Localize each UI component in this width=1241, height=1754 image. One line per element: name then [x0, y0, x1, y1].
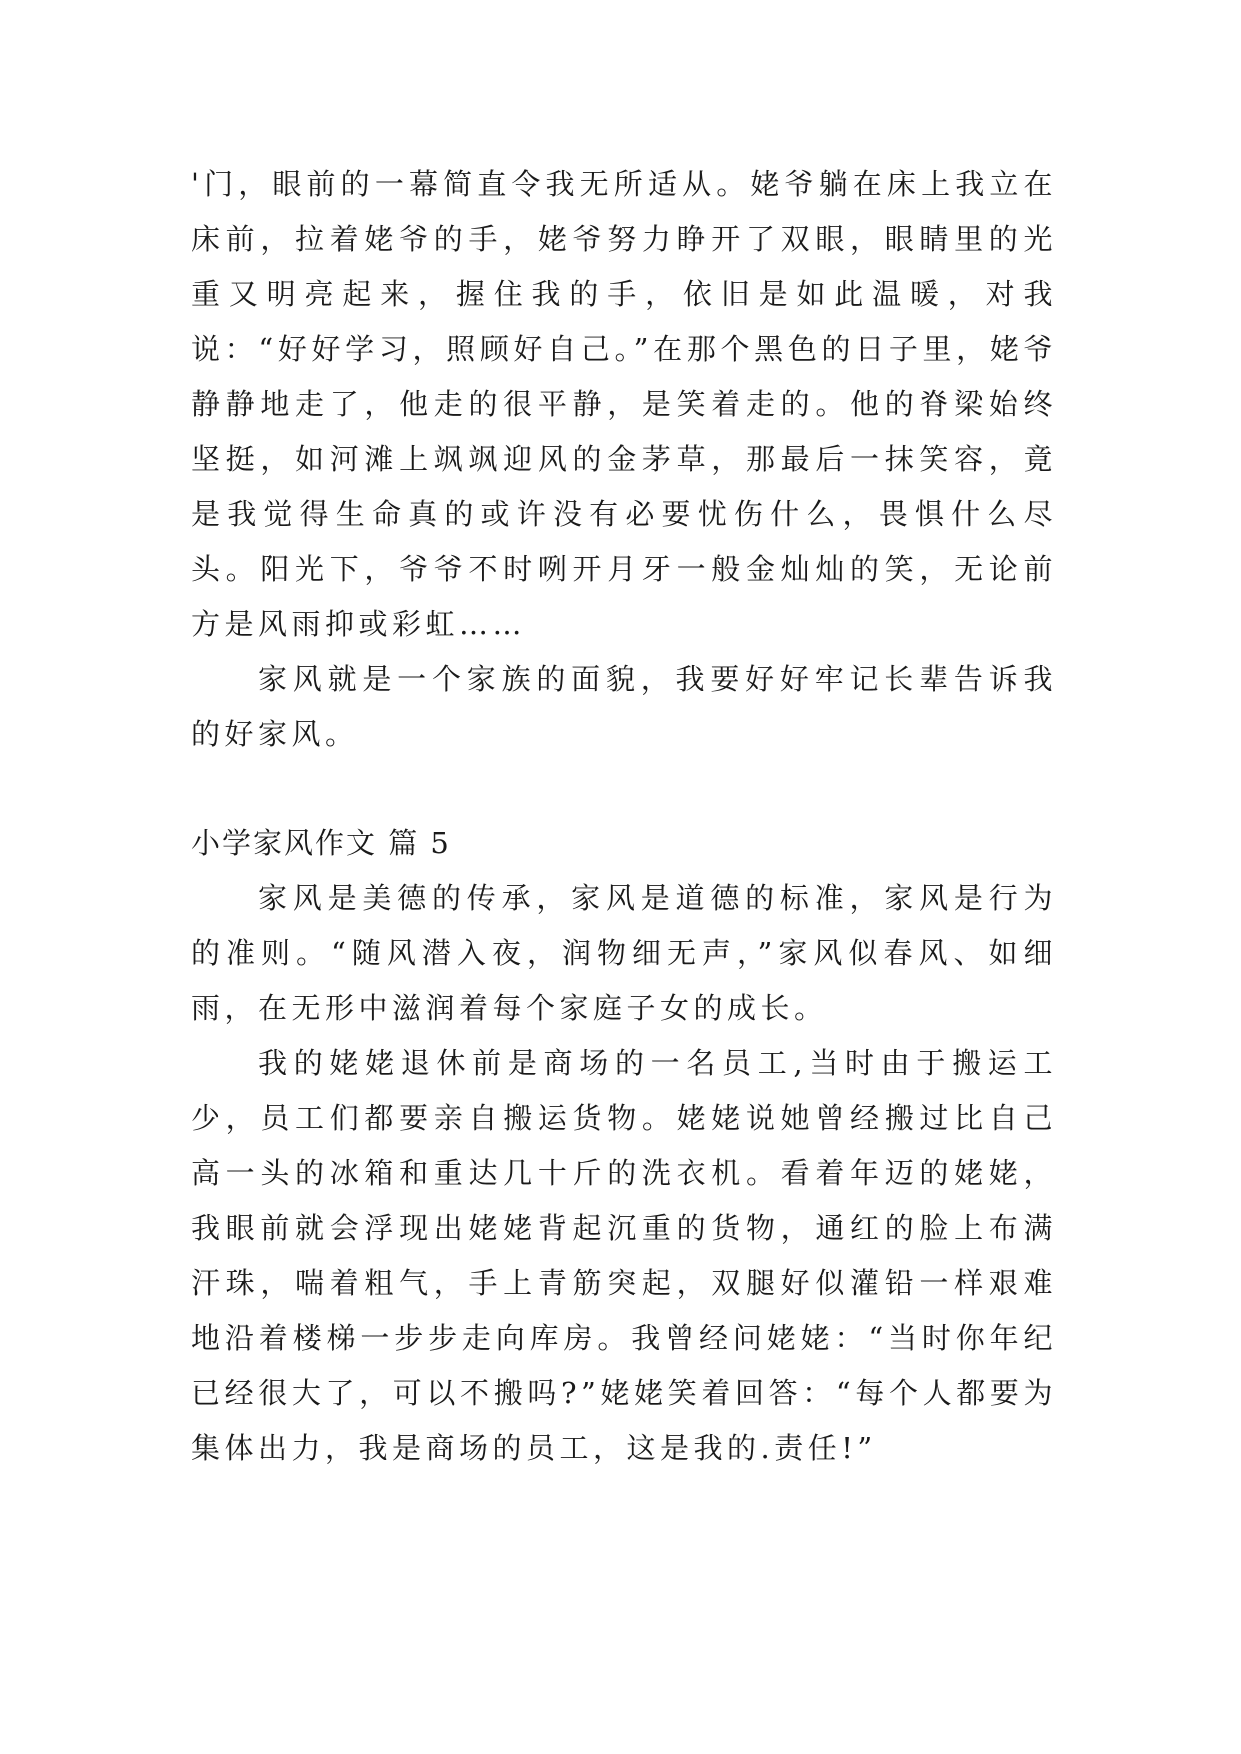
- document-body: [191, 157, 1057, 1476]
- paragraph-grandmother-story: 我的姥姥退休前是商场的一名员工,当时由于搬运工少，员工们都要亲自搬运货物。姥姥说她曾经搬过比自己高一头的冰箱和重达几十斤的洗衣机。看着年迈的姥姥，我眼前就会浮现出姥姥背起沉重的货物，通红的脸上布满汗珠，喘着粗气，手上青筋突起，双腿好似灌铅一样艰难地沿着楼梯一步步走向库房。我曾经问姥姥：“当时你年纪已经很大了，可以不搬吗?”姥姥笑着回答：“每个人都要为集体出力，我是商场的员工，这是我的.责任!”: [191, 1046, 1057, 1465]
- section-title: 小学家风作文 篇 5: [191, 826, 451, 860]
- paragraph-family-style-intro: 家风是美德的传承，家风是道德的标准，家风是行为的准则。“随风潜入夜，润物细无声，”家风似春风、如细雨，在无形中滋润着每个家庭子女的成长。: [191, 881, 1057, 1025]
- paragraph-family-style-conclusion: 家风就是一个家族的面貌，我要好好牢记长辈告诉我的好家风。: [191, 662, 1057, 751]
- paragraph-grandfather-memory: '门，眼前的一幕简直令我无所适从。姥爷躺在床上我立在床前，拉着姥爷的手，姥爷努力睁开了双眼，眼睛里的光重又明亮起来，握住我的手，依旧是如此温暖，对我说：“好好学习，照顾好自己。”在那个黑色的日子里，姥爷静静地走了，他走的很平静，是笑着走的。他的脊梁始终坚挺，如河滩上飒飒迎风的金茅草，那最后一抹笑容，竟是我觉得生命真的或许没有必要忧伤什么，畏惧什么尽头。阳光下，爷爷不时咧开月牙一般金灿灿的笑，无论前方是风雨抑或彩虹……: [191, 167, 1057, 641]
